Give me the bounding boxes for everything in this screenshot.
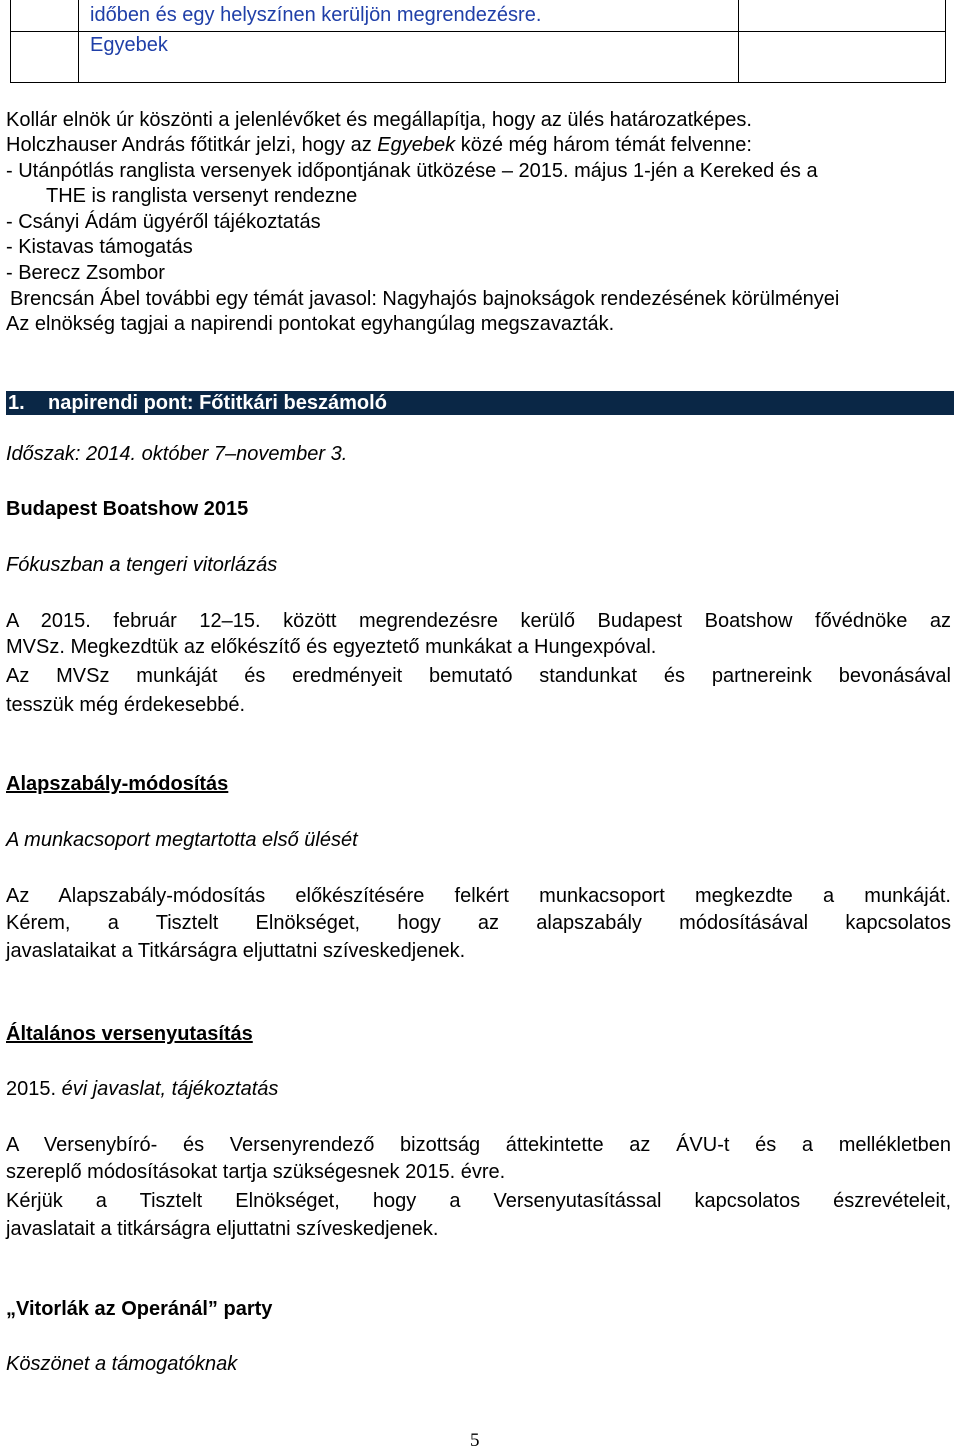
section-number: 1. xyxy=(8,392,25,414)
versenyutasitas-line1: A Versenybíró- és Versenyrendező bizottság áttekintette az ÁVU-t és a mellékletben xyxy=(6,1134,951,1156)
boatshow-p2-line2: tesszük még érdekesebbé. xyxy=(6,694,246,716)
page-number: 5 xyxy=(470,1430,480,1451)
alapszabaly-heading: Alapszabály-módosítás xyxy=(6,773,229,795)
table-cell-row2: Egyebek xyxy=(90,34,168,56)
table-border xyxy=(945,0,946,83)
versenyutasitas-line2: szereplő módosításokat tartja szükségesnek 2015. évre. xyxy=(6,1161,506,1183)
list-item-3: - Kistavas támogatás xyxy=(6,236,193,258)
boatshow-p1-line2: MVSz. Megkezdtük az előkészítő és egyeztető munkákat a Hungexpóval. xyxy=(6,636,657,658)
list-item-1: - Utánpótlás ranglista versenyek időpontjának ütközése – 2015. május 1-jén a Kereked és a xyxy=(6,160,818,182)
list-item-1-cont: THE is ranglista versenyt rendezne xyxy=(46,185,358,207)
operanal-heading: „Vitorlák az Operánál” party xyxy=(6,1298,273,1320)
versenyutasitas-heading: Általános versenyutasítás xyxy=(6,1023,253,1045)
section-heading-bar xyxy=(6,391,954,415)
versenyutasitas-line3: Kérjük a Tisztelt Elnökséget, hogy a Versenyutasítással kapcsolatos észrevételeit, xyxy=(6,1190,951,1212)
alapszabaly-line3: javaslataikat a Titkárságra eljuttatni szíveskedjenek. xyxy=(6,940,466,962)
versenyutasitas-subheading-year: 2015. xyxy=(6,1078,57,1100)
table-border xyxy=(738,0,739,83)
boatshow-heading: Budapest Boatshow 2015 xyxy=(6,498,249,520)
intro-line2 xyxy=(6,133,752,158)
table-border xyxy=(10,82,946,83)
vote-line: Az elnökség tagjai a napirendi pontokat egyhangúlag megszavazták. xyxy=(6,313,615,335)
operanal-subheading: Köszönet a támogatóknak xyxy=(6,1353,238,1375)
table-border xyxy=(10,31,946,32)
boatshow-p2-line1: Az MVSz munkáját és eredményeit bemutató standunkat és partnereink bevonásával xyxy=(6,665,951,687)
alapszabaly-subheading: A munkacsoport megtartotta első ülését xyxy=(6,829,358,851)
section-title: napirendi pont: Főtitkári beszámoló xyxy=(48,392,387,414)
period-line: Időszak: 2014. október 7–november 3. xyxy=(6,443,348,465)
alapszabaly-line1: Az Alapszabály-módosítás előkészítésére felkért munkacsoport megkezdte a munkáját. xyxy=(6,885,951,907)
list-item-4: - Berecz Zsombor xyxy=(6,262,165,284)
list-item-2: - Csányi Ádám ügyéről tájékoztatás xyxy=(6,211,321,233)
brencsan-line: Brencsán Ábel további egy témát javasol: Nagyhajós bajnokságok rendezésének körülményei xyxy=(10,288,840,310)
intro-line2-egyebek: Egyebek xyxy=(377,134,456,156)
intro-line1: Kollár elnök úr köszönti a jelenlévőket és megállapítja, hogy az ülés határozatképes. xyxy=(6,109,752,131)
table-border xyxy=(78,0,79,83)
versenyutasitas-subheading xyxy=(6,1077,278,1102)
boatshow-p1-line1: A 2015. február 12–15. között megrendezésre kerülő Budapest Boatshow fővédnöke az xyxy=(6,610,951,632)
table-border xyxy=(10,0,11,83)
boatshow-subheading: Fókuszban a tengeri vitorlázás xyxy=(6,554,278,576)
versenyutasitas-subheading-text: évi javaslat, tájékoztatás xyxy=(56,1078,279,1100)
intro-line2-a: Holczhauser András főtitkár jelzi, hogy az xyxy=(6,134,378,156)
versenyutasitas-line4: javaslatait a titkárságra eljuttatni szíveskedjenek. xyxy=(6,1218,439,1240)
intro-line2-c: közé még három témát felvenne: xyxy=(455,134,752,156)
table-cell-row1: időben és egy helyszínen kerüljön megrendezésre. xyxy=(90,4,542,26)
alapszabaly-line2: Kérem, a Tisztelt Elnökséget, hogy az alapszabály módosításával kapcsolatos xyxy=(6,912,951,934)
